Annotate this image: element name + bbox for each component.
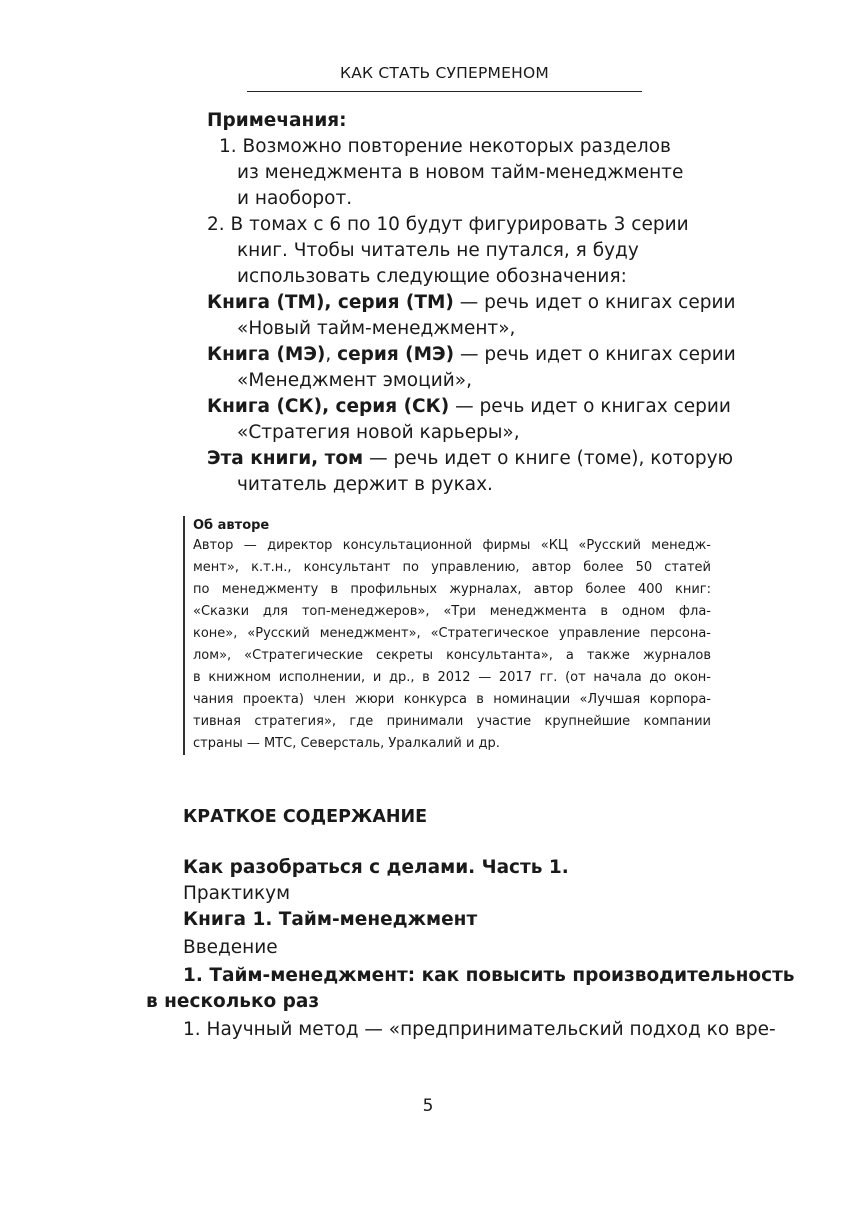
note-2-line: книг. Чтобы читатель не путался, я буду bbox=[237, 240, 639, 261]
definition-text: — речь идет о книгах серии bbox=[453, 292, 736, 313]
about-author-line: в книжном исполнении, и др., в 2012 — 2017 гг. (от начала до окон- bbox=[193, 670, 711, 685]
page-number: 5 bbox=[422, 1096, 434, 1116]
definition-text: — речь идет о книге (томе), которую bbox=[363, 448, 734, 469]
note-1-line: из менеджмента в новом тайм-менеджменте bbox=[237, 162, 684, 183]
definition-separator: , bbox=[325, 344, 338, 365]
notes-heading: Примечания: bbox=[207, 110, 347, 131]
note-1-line: и наоборот. bbox=[237, 188, 353, 209]
definition-term: серия (МЭ) bbox=[337, 344, 455, 365]
about-author-box bbox=[183, 516, 711, 755]
definition-term: Книга (МЭ) bbox=[207, 344, 326, 365]
definition-line bbox=[207, 446, 733, 472]
about-author-line: Автор — директор консультационной фирмы «КЦ «Русский менедж- bbox=[193, 538, 711, 553]
definition-text: — речь идет о книгах серии bbox=[454, 344, 736, 365]
definition-line bbox=[207, 342, 736, 368]
about-author-line: чания проекта) член жюри конкурса в номинации «Лучшая корпора- bbox=[193, 692, 711, 707]
definition-term: Книга (ТМ), серия (ТМ) bbox=[207, 292, 454, 313]
definition-term: Книга (СК), серия (СК) bbox=[207, 396, 450, 417]
about-author-line: «Сказки для топ-менеджеров», «Три менеджмента в одном фла- bbox=[193, 604, 711, 619]
about-author-line: тивная стратегия», где принимали участие крупнейшие компании bbox=[193, 714, 711, 729]
contents-book: Книга 1. Тайм-менеджмент bbox=[183, 909, 478, 930]
contents-practicum: Практикум bbox=[183, 883, 291, 904]
contents-chapter: 1. Тайм-менеджмент: как повысить производительность bbox=[183, 965, 795, 986]
definition-continuation: читатель держит в руках. bbox=[237, 474, 493, 495]
definition-continuation: «Менеджмент эмоций», bbox=[237, 370, 472, 391]
contents-intro: Введение bbox=[183, 937, 278, 958]
contents-chapter-continuation: в несколько раз bbox=[146, 991, 320, 1012]
note-2-line: 2. В томах с 6 по 10 будут фигурировать 3 серии bbox=[207, 214, 689, 235]
about-author-line: лом», «Стратегические секреты консультанта», а также журналов bbox=[193, 648, 711, 663]
definition-line bbox=[207, 290, 736, 316]
header-rule bbox=[247, 91, 642, 92]
definition-continuation: «Стратегия новой карьеры», bbox=[237, 422, 520, 443]
definition-term: Эта книги, том bbox=[207, 448, 364, 469]
about-author-title: Об авторе bbox=[193, 518, 270, 533]
contents-heading: КРАТКОЕ СОДЕРЖАНИЕ bbox=[183, 807, 428, 827]
note-1-line: 1. Возможно повторение некоторых разделов bbox=[219, 136, 671, 157]
definition-line bbox=[207, 394, 731, 420]
running-header: КАК СТАТЬ СУПЕРМЕНОМ bbox=[340, 64, 549, 82]
definition-continuation: «Новый тайм-менеджмент», bbox=[237, 318, 516, 339]
about-author-line: страны — МТС, Северсталь, Уралкалий и др. bbox=[193, 736, 500, 751]
note-2-line: использовать следующие обозначения: bbox=[237, 266, 627, 287]
contents-part: Как разобраться с делами. Часть 1. bbox=[183, 857, 569, 878]
contents-item: 1. Научный метод — «предпринимательский подход ко вре- bbox=[183, 1019, 776, 1040]
about-author-line: по менеджменту в профильных журналах, автор более 400 книг: bbox=[193, 582, 711, 597]
about-author-line: коне», «Русский менеджмент», «Стратегическое управление персона- bbox=[193, 626, 711, 641]
about-author-line: мент», к.т.н., консультант по управлению, автор более 50 статей bbox=[193, 560, 711, 575]
definition-text: — речь идет о книгах серии bbox=[449, 396, 731, 417]
